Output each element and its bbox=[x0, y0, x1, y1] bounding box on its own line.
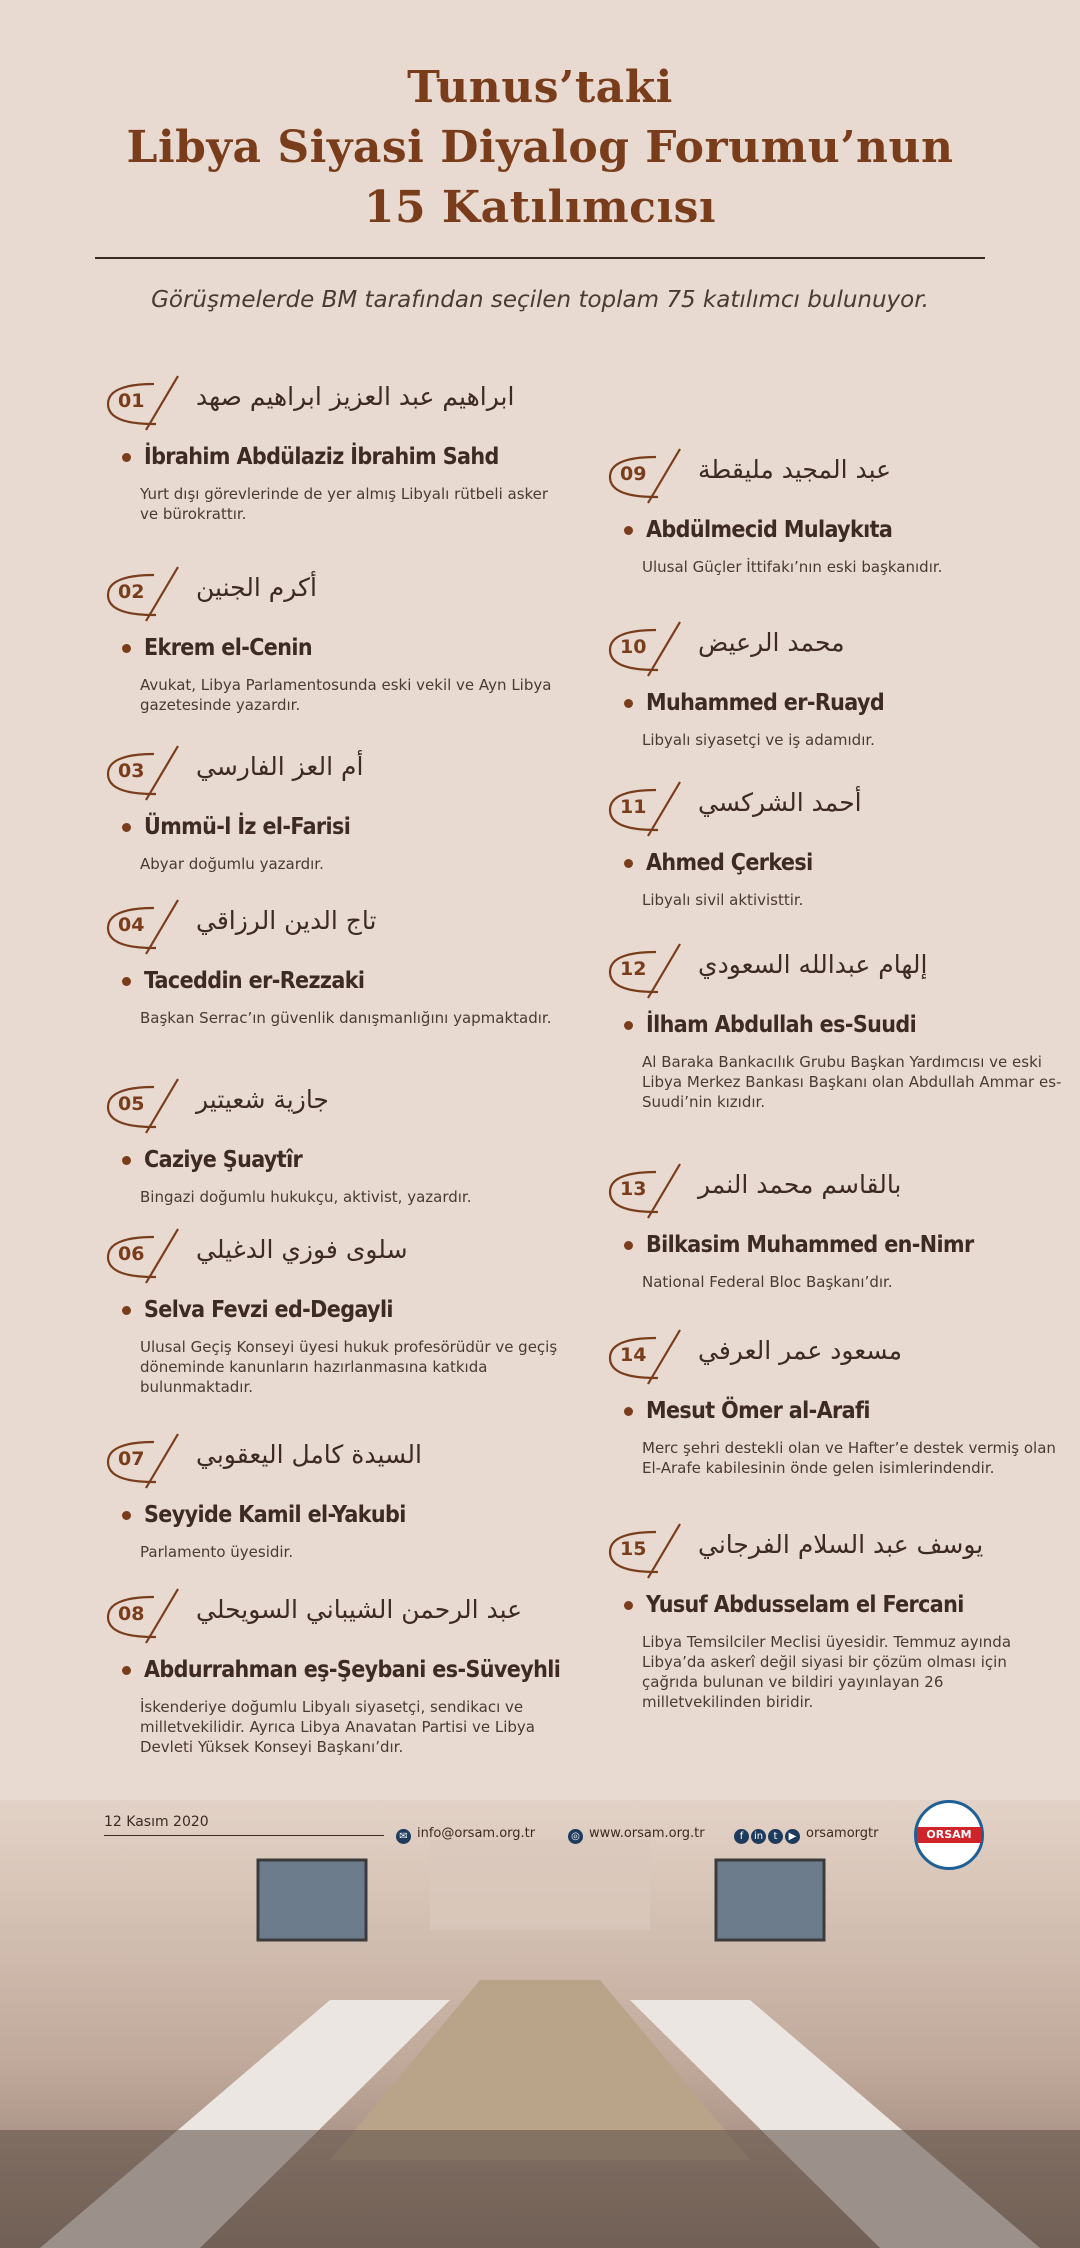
participant-name: Abdurrahman eş-Şeybani es-Süveyhli bbox=[144, 1657, 554, 1683]
entry-number: 05 bbox=[118, 1093, 145, 1115]
participant-entry bbox=[606, 1160, 1056, 1292]
entry-header bbox=[104, 372, 554, 434]
number-badge bbox=[104, 1585, 186, 1647]
arabic-name: إلهام عبدالله السعودي bbox=[698, 950, 928, 979]
number-badge bbox=[606, 618, 688, 680]
entry-header bbox=[104, 563, 554, 625]
bullet-icon bbox=[624, 526, 633, 535]
participant-name: İbrahim Abdülaziz İbrahim Sahd bbox=[144, 444, 554, 470]
participant-entry bbox=[104, 1585, 561, 1757]
entry-header bbox=[606, 778, 1056, 840]
facebook-icon[interactable]: f bbox=[734, 1829, 749, 1844]
participant-name: Ekrem el-Cenin bbox=[144, 635, 554, 661]
participant-entry bbox=[606, 445, 1056, 577]
number-badge bbox=[104, 1430, 186, 1492]
number-badge bbox=[606, 778, 688, 840]
entry-number: 12 bbox=[620, 958, 647, 980]
page-title bbox=[0, 58, 1080, 238]
participant-entry bbox=[104, 742, 554, 874]
number-badge bbox=[606, 1326, 688, 1388]
participant-description: National Federal Bloc Başkanı’dır. bbox=[642, 1273, 893, 1291]
bullet-icon bbox=[122, 644, 131, 653]
subtitle: Görüşmelerde BM tarafından seçilen toplam 75 katılımcı bulunuyor. bbox=[151, 287, 929, 313]
title-line-3: 15 Katılımcısı bbox=[363, 182, 717, 233]
entry-header bbox=[104, 1430, 554, 1492]
participant-description: Al Baraka Bankacılık Grubu Başkan Yardımcısı ve eski Libya Merkez Bankası Başkanı olan Abdullah Ammar es-Suudi’nin kızıdır. bbox=[642, 1053, 1062, 1111]
participant-name: Taceddin er-Rezzaki bbox=[144, 968, 554, 994]
twitter-icon[interactable]: t bbox=[768, 1829, 783, 1844]
mail-icon: ✉ bbox=[396, 1829, 411, 1844]
entry-header bbox=[104, 1585, 554, 1647]
participant-entry bbox=[606, 1326, 1056, 1478]
participant-entry bbox=[606, 940, 1062, 1112]
participant-description: Ulusal Geçiş Konseyi üyesi hukuk profesörüdür ve geçiş döneminde kanunların hazırlanmasına katkıda bulunmaktadır. bbox=[140, 1338, 558, 1396]
participant-description: Libya Temsilciler Meclisi üyesidir. Temmuz ayında Libya’da askerî değil siyasi bir çözüm olması için çağrıda bulunan ve bildiri yayınlayan 26 milletvekilinden biridir. bbox=[642, 1633, 1012, 1711]
entry-header bbox=[606, 940, 1056, 1002]
arabic-name: السيدة كامل اليعقوبي bbox=[196, 1440, 422, 1469]
entry-header bbox=[606, 1520, 1056, 1582]
arabic-name: عبد المجيد مليقطة bbox=[698, 455, 892, 484]
participant-entry bbox=[104, 563, 554, 715]
participant-description: Ulusal Güçler İttifakı’nın eski başkanıdır. bbox=[642, 558, 943, 576]
participant-description: Yurt dışı görevlerinde de yer almış Libyalı rütbeli asker ve bürokrattır. bbox=[140, 485, 549, 523]
entry-header bbox=[104, 742, 554, 804]
participant-name: Abdülmecid Mulaykıta bbox=[646, 517, 1056, 543]
arabic-name: عبد الرحمن الشيباني السويحلي bbox=[196, 1595, 523, 1624]
participant-description: Avukat, Libya Parlamentosunda eski vekil ve Ayn Libya gazetesinde yazardır. bbox=[140, 676, 552, 714]
participant-description: Libyalı sivil aktivisttir. bbox=[642, 891, 804, 909]
publish-date: 12 Kasım 2020 bbox=[104, 1814, 209, 1830]
number-badge bbox=[104, 742, 186, 804]
entry-number: 10 bbox=[620, 636, 647, 658]
participant-name: İlham Abdullah es-Suudi bbox=[646, 1012, 1056, 1038]
bullet-icon bbox=[624, 859, 633, 868]
bullet-icon bbox=[624, 1241, 633, 1250]
entry-number: 11 bbox=[620, 796, 647, 818]
arabic-name: محمد الرعيض bbox=[698, 628, 845, 657]
entry-header bbox=[104, 896, 554, 958]
social-links[interactable]: f in t ▶ orsamorgtr bbox=[734, 1826, 878, 1844]
participant-entry bbox=[104, 896, 554, 1028]
bullet-icon bbox=[122, 1156, 131, 1165]
globe-icon: ◎ bbox=[568, 1829, 583, 1844]
arabic-name: يوسف عبد السلام الفرجاني bbox=[698, 1530, 984, 1559]
bullet-icon bbox=[624, 1601, 633, 1610]
number-badge bbox=[606, 445, 688, 507]
entry-number: 14 bbox=[620, 1344, 647, 1366]
bullet-icon bbox=[122, 1666, 131, 1675]
participant-name: Bilkasim Muhammed en-Nimr bbox=[646, 1232, 1056, 1258]
participant-description: Başkan Serrac’ın güvenlik danışmanlığını yapmaktadır. bbox=[140, 1009, 552, 1027]
entry-number: 15 bbox=[620, 1538, 647, 1560]
entry-number: 04 bbox=[118, 914, 145, 936]
arabic-name: ابراهيم عبد العزيز ابراهيم صهد bbox=[196, 382, 515, 411]
participant-name: Caziye Şuaytîr bbox=[144, 1147, 554, 1173]
entry-header bbox=[606, 445, 1056, 507]
participant-name: Yusuf Abdusselam el Fercani bbox=[646, 1592, 1056, 1618]
bullet-icon bbox=[122, 823, 131, 832]
participant-entry bbox=[104, 372, 554, 524]
bullet-icon bbox=[122, 1306, 131, 1315]
number-badge bbox=[104, 896, 186, 958]
website-link[interactable]: ◎ www.orsam.org.tr bbox=[568, 1826, 705, 1844]
participant-entry bbox=[104, 1075, 554, 1207]
entry-number: 08 bbox=[118, 1603, 145, 1625]
entry-number: 06 bbox=[118, 1243, 145, 1265]
entry-number: 02 bbox=[118, 581, 145, 603]
participant-description: Bingazi doğumlu hukukçu, aktivist, yazardır. bbox=[140, 1188, 472, 1206]
entry-number: 07 bbox=[118, 1448, 145, 1470]
title-line-2: Libya Siyasi Diyalog Forumu’nun bbox=[126, 122, 954, 173]
entry-header bbox=[606, 1326, 1056, 1388]
participant-entry bbox=[104, 1430, 554, 1562]
participant-description: Abyar doğumlu yazardır. bbox=[140, 855, 324, 873]
title-line-1: Tunus’taki bbox=[407, 62, 673, 113]
email-link[interactable]: ✉ info@orsam.org.tr bbox=[396, 1826, 535, 1844]
participant-name: Muhammed er-Ruayd bbox=[646, 690, 1056, 716]
participant-name: Seyyide Kamil el-Yakubi bbox=[144, 1502, 554, 1528]
participant-entry bbox=[606, 778, 1056, 910]
conference-room-illustration bbox=[0, 1800, 1080, 2248]
arabic-name: أكرم الجنين bbox=[196, 573, 317, 602]
participant-entry bbox=[606, 618, 1056, 750]
linkedin-icon[interactable]: in bbox=[751, 1829, 766, 1844]
bullet-icon bbox=[624, 1021, 633, 1030]
bullet-icon bbox=[122, 1511, 131, 1520]
bullet-icon bbox=[624, 1407, 633, 1416]
participant-description: Merc şehri destekli olan ve Hafter’e destek vermiş olan El-Arafe kabilesinin önde gelen isimlerindendir. bbox=[642, 1439, 1056, 1477]
number-badge bbox=[606, 1520, 688, 1582]
arabic-name: مسعود عمر العرفي bbox=[698, 1336, 903, 1365]
entry-number: 09 bbox=[620, 463, 647, 485]
participant-name: Selva Fevzi ed-Degayli bbox=[144, 1297, 554, 1323]
participant-entry bbox=[606, 1520, 1056, 1712]
title-divider bbox=[95, 257, 985, 259]
arabic-name: أم العز الفارسي bbox=[196, 752, 364, 781]
participant-description: Libyalı siyasetçi ve iş adamıdır. bbox=[642, 731, 875, 749]
number-badge bbox=[104, 1075, 186, 1137]
entry-number: 01 bbox=[118, 390, 145, 412]
arabic-name: جازية شعيتير bbox=[196, 1085, 329, 1114]
participant-name: Ahmed Çerkesi bbox=[646, 850, 1056, 876]
number-badge bbox=[606, 940, 688, 1002]
participant-entry bbox=[104, 1225, 558, 1397]
entry-number: 03 bbox=[118, 760, 145, 782]
participant-name: Ümmü-l İz el-Farisi bbox=[144, 814, 554, 840]
participant-name: Mesut Ömer al-Arafi bbox=[646, 1398, 1056, 1424]
youtube-icon[interactable]: ▶ bbox=[785, 1829, 800, 1844]
participant-description: İskenderiye doğumlu Libyalı siyasetçi, sendikacı ve milletvekilidir. Ayrıca Libya Anavatan Partisi ve Libya Devleti Yüksek Konseyi Başkanı’dır. bbox=[140, 1698, 535, 1756]
bullet-icon bbox=[122, 977, 131, 986]
number-badge bbox=[104, 1225, 186, 1287]
entry-header bbox=[606, 1160, 1056, 1222]
entry-header bbox=[104, 1075, 554, 1137]
entry-header bbox=[104, 1225, 554, 1287]
arabic-name: بالقاسم محمد النمر bbox=[698, 1170, 902, 1199]
orsam-logo: ORSAM bbox=[914, 1800, 984, 1870]
entry-header bbox=[606, 618, 1056, 680]
arabic-name: سلوى فوزي الدغيلي bbox=[196, 1235, 408, 1264]
bullet-icon bbox=[624, 699, 633, 708]
arabic-name: تاج الدين الرزاقي bbox=[196, 906, 377, 935]
number-badge bbox=[104, 372, 186, 434]
bullet-icon bbox=[122, 453, 131, 462]
number-badge bbox=[104, 563, 186, 625]
number-badge bbox=[606, 1160, 688, 1222]
date-underline bbox=[104, 1835, 384, 1836]
entry-number: 13 bbox=[620, 1178, 647, 1200]
participant-description: Parlamento üyesidir. bbox=[140, 1543, 294, 1561]
arabic-name: أحمد الشركسي bbox=[698, 788, 862, 817]
conference-photo bbox=[0, 1800, 1080, 2248]
